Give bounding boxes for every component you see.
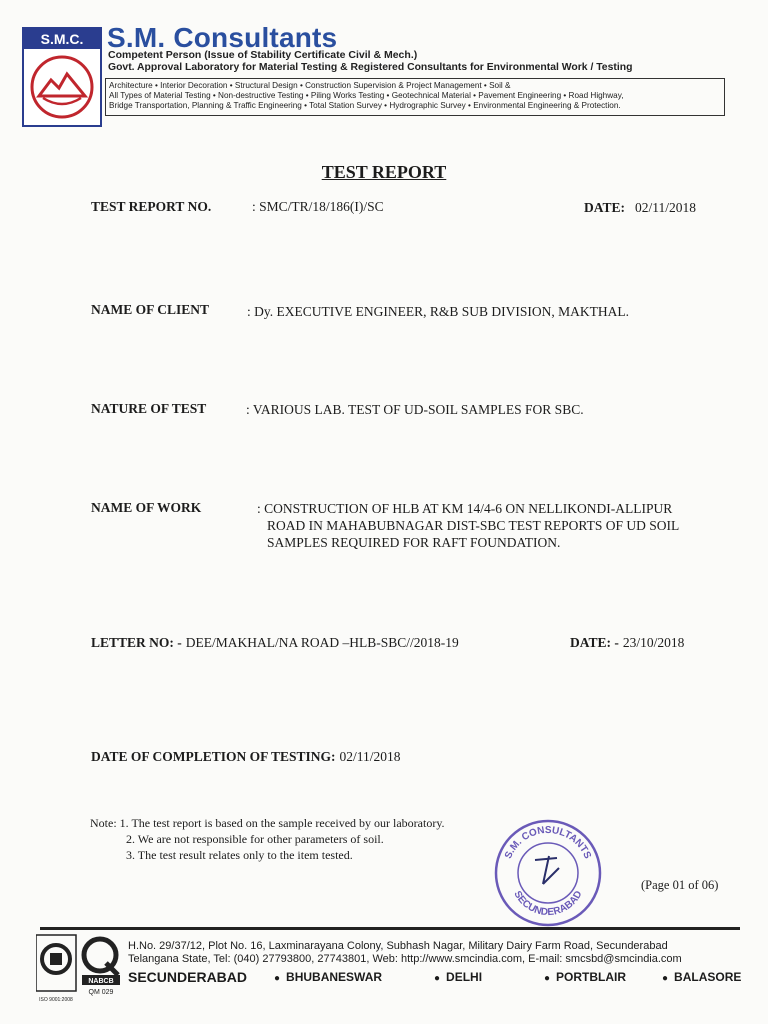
cert-nabcb: NABCB <box>88 978 114 985</box>
work-label: NAME OF WORK <box>91 500 202 515</box>
nature-label: NATURE OF TEST <box>91 401 207 416</box>
stamp-bottom-text: SECUNDERABAD <box>511 889 585 919</box>
certification-logos <box>36 933 124 1005</box>
city-delhi: ● DELHI <box>434 970 483 984</box>
nature-value: : VARIOUS LAB. TEST OF UD-SOIL SAMPLES FOR SBC. <box>246 402 584 417</box>
stamp-top-text: S.M. CONSULTANTS <box>503 824 593 861</box>
report-no-value: : SMC/TR/18/186(I)/SC <box>252 199 384 214</box>
footer-address <box>128 940 748 966</box>
services-line-3: Bridge Transportation, Planning & Traffic Engineering • Total Station Survey • Hydrographic Survey • Environmental Engineering & Protection. <box>109 101 621 110</box>
city-secunderabad: SECUNDERABAD <box>128 969 248 985</box>
report-date-value: 02/11/2018 <box>635 200 697 215</box>
services-box <box>105 78 725 116</box>
firm-tagline-2: Govt. Approval Laboratory for Material Testing & Registered Consultants for Environmental Work / Testing <box>108 62 633 73</box>
note-line-1: Note: 1. The test report is based on the sample received by our laboratory. <box>90 816 445 830</box>
city-balasore: ● BALASORE <box>662 970 742 984</box>
services-line-1: Architecture • Interior Decoration • Structural Design • Construction Supervision & Project Management • Soil & <box>109 81 511 90</box>
note-line-3: 3. The test result relates only to the item tested. <box>126 848 353 862</box>
work-value-line-2: ROAD IN MAHABUBNAGAR DIST-SBC TEST REPORTS OF UD SOIL <box>267 518 680 533</box>
logo-text: S.M.C. <box>24 29 100 49</box>
note-line-2: 2. We are not responsible for other parameters of soil. <box>126 832 384 846</box>
report-no-label: TEST REPORT NO. <box>91 199 212 214</box>
firm-tagline-1: Competent Person (Issue of Stability Certificate Civil & Mech.) <box>108 49 418 61</box>
page-title: TEST REPORT <box>321 162 447 182</box>
client-label: NAME OF CLIENT <box>91 302 210 317</box>
work-value-line-3: SAMPLES REQUIRED FOR RAFT FOUNDATION. <box>267 535 561 550</box>
address-line-2: Telangana State, Tel: (040) 27793800, 27743801, Web: http://www.smcindia.com, E-mail: smcsbd@smcindia.com <box>128 953 682 965</box>
company-seal-stamp <box>493 818 603 928</box>
company-logo <box>22 27 102 127</box>
work-value-line-1: : CONSTRUCTION OF HLB AT KM 14/4-6 ON NELLIKONDI-ALLIPUR <box>257 501 673 516</box>
cert-iso: ISO 9001:2008 <box>39 997 73 1003</box>
report-date-label: DATE: <box>584 200 626 215</box>
letter-date: DATE: - 23/10/2018 <box>570 635 685 650</box>
footer-divider <box>40 927 740 930</box>
client-value: : Dy. EXECUTIVE ENGINEER, R&B SUB DIVISION, MAKTHAL. <box>247 304 629 319</box>
completion-date: DATE OF COMPLETION OF TESTING: 02/11/2018 <box>91 749 401 764</box>
city-portblair: ● PORTBLAIR <box>544 970 627 984</box>
page-label: (Page 01 of 06) <box>641 878 719 892</box>
address-line-1: H.No. 29/37/12, Plot No. 16, Laxminarayana Colony, Subhash Nagar, Military Dairy Farm Road, Secunderabad <box>128 940 668 952</box>
letter-no: LETTER NO: - DEE/MAKHAL/NA ROAD –HLB-SBC//2018-19 <box>91 635 459 650</box>
firm-name: S.M. Consultants <box>107 22 338 53</box>
signature-mark <box>535 856 559 884</box>
cert-qm: QM 029 <box>88 989 114 996</box>
logo-emblem-icon <box>29 54 95 120</box>
services-line-2: All Types of Material Testing • Non-destructive Testing • Piling Works Testing • Geotechnical Material • Pavement Engineering • Road Highway, <box>109 91 624 100</box>
city-bhubaneswar: ● BHUBANESWAR <box>274 970 383 984</box>
